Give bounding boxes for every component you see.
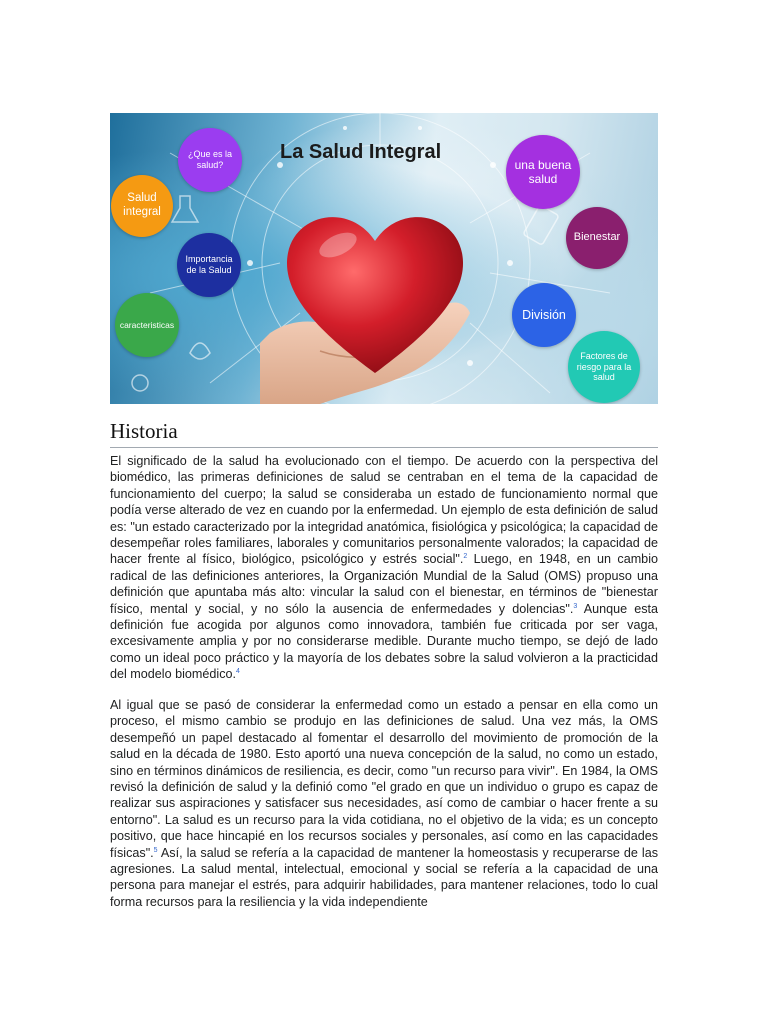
reference-5[interactable]: 5 bbox=[153, 846, 158, 854]
reference-4[interactable]: 4 bbox=[236, 668, 240, 676]
text-run: ". bbox=[455, 552, 464, 567]
reference-3[interactable]: 3 bbox=[573, 602, 578, 610]
bubble-division bbox=[512, 283, 576, 347]
bubble-label: ¿Que es la salud? bbox=[187, 149, 233, 170]
bubble-factores-de-riesgo bbox=[568, 331, 640, 403]
bubble-label: caracteristicas bbox=[119, 319, 175, 330]
link-biomedico[interactable]: biomédico bbox=[110, 470, 168, 485]
bubble-salud-integral bbox=[111, 175, 173, 237]
bubble-label: División bbox=[522, 307, 566, 322]
text-run: Así, la salud se refería a la capacidad de mantener bbox=[157, 845, 454, 860]
text-run: Al igual que se pasó de considerar la enfermedad como un estado a pensar en ella como un proceso, el mismo cambio se produjo en las definiciones de salud. Una vez más, la OMS desempeñó un papel destacado al fomentar el desarrollo del movimiento de promoción de la salud en la década de 1980. Esto aportó una nueva concepción de la salud, no como un estado, sino en términos dinámicos de bbox=[110, 698, 658, 778]
link-estres-social[interactable]: físico, biológico, psicológico y estrés social bbox=[202, 552, 456, 567]
text-run: Aunque esta definición fue acogida por algunos como innovadora, también fue criticada por ser vaga, excesivamente amplia y por no considerarse medible. Durante mucho tiempo, se dejó de lado como un ideal poco práctico y la mayoría de los debates sobre la salud volvieron a la practicidad del modelo biomédico. bbox=[110, 601, 659, 682]
link-homeostasis[interactable]: la homeostasis bbox=[453, 845, 539, 860]
link-oms[interactable]: la Organización Mundial de la Salud bbox=[329, 568, 539, 583]
hero-title: La Salud Integral bbox=[280, 141, 442, 163]
bubble-label: Bienestar bbox=[573, 231, 621, 244]
text-run: El significado de la salud ha evolucionado con el tiempo. De acuerdo con la perspectiva del bbox=[110, 454, 658, 468]
text-run: y recuperarse de las agresiones. La salud mental, intelectual, emocional y social se refería a la capacidad de una persona para manejar el estrés, para adquirir habilidades, para mantener relaciones, todo lo cual forma recursos para la resiliencia y la vida independiente bbox=[110, 845, 659, 909]
link-bienestar[interactable]: bienestar bbox=[449, 585, 502, 600]
text-run: , en términos de "bienestar físico, mental y social, y no sólo la ausencia de enfermedades y dolencias". bbox=[110, 585, 658, 616]
paragraph-2 bbox=[110, 697, 658, 910]
section-heading-historia: Historia bbox=[110, 419, 658, 448]
reference-2[interactable]: 2 bbox=[463, 553, 468, 561]
bubble-bienestar bbox=[566, 207, 628, 269]
link-enfermedad[interactable]: enfermedad bbox=[366, 503, 435, 518]
text-run: . Un ejemplo de esta definición de salud es: "un estado caracterizado por la integridad anatómica, fisiológica y psicológica; la capacidad de desempeñar roles familiares, laborales y comunitarios personalmente valorados; la capacidad de hacer frente al bbox=[110, 503, 658, 567]
link-resiliencia[interactable]: resiliencia bbox=[283, 763, 340, 778]
bubble-label: Importancia de la Salud bbox=[185, 254, 233, 275]
bubble-label: Salud integral bbox=[123, 192, 161, 218]
bubble-label: Factores de riesgo para la salud bbox=[576, 350, 632, 383]
text-run: Luego, en 1948, en un cambio radical de las definiciones anteriores, bbox=[110, 552, 658, 583]
bubble-importancia-de-la-salud bbox=[177, 233, 241, 297]
text-run: , es decir, como "un recurso para vivir". En 1984, la OMS revisó la definición de salud y la definió como "el grado en que un individuo o grupo es capaz de realizar sus aspiraciones y satisfacer sus necesidades, así como de cambiar o hacer frente a su entorno". La salud es un recurso para la vida cotidiana, no el objetivo de la vida; es un concepto positivo, que hace hincapié en los recursos sociales y personales, así como en las capacidades físicas". bbox=[110, 763, 658, 860]
bubble-caracteristicas bbox=[115, 293, 179, 357]
bubble-que-es-la-salud bbox=[178, 128, 242, 192]
text-run: (OMS) propuso una definición que apuntaba más alto: vincular la salud con el bbox=[110, 568, 658, 600]
heart-in-hand-graphic bbox=[260, 183, 490, 404]
bubble-una-buena-salud bbox=[506, 135, 580, 209]
hero-image bbox=[110, 113, 658, 404]
bubble-label: una buena salud bbox=[514, 157, 572, 186]
paragraph-1 bbox=[110, 453, 658, 683]
text-run: , las primeras definiciones de salud se centraban en el tema de la capacidad de funcionamiento del cuerpo; la salud se consideraba un estado de funcionamiento normal que podía verse alterado de vez en cuando por la bbox=[110, 470, 658, 518]
